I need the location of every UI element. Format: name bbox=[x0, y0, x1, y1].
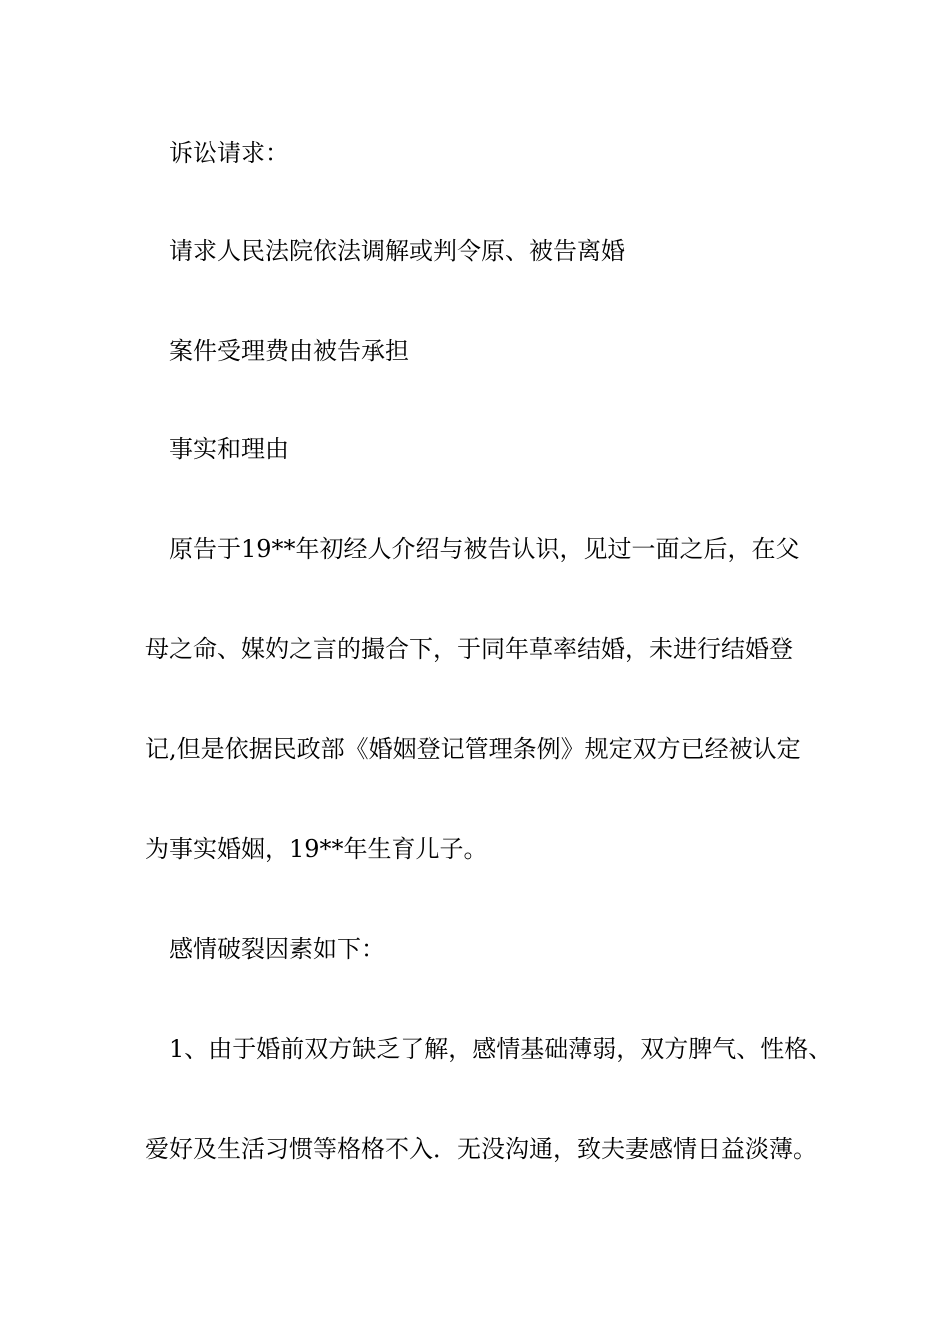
paragraph-1-line-2: 母之命、媒妁之言的撮合下，于同年草率结婚，未进行结婚登 bbox=[145, 635, 793, 663]
claim-item-2: 案件受理费由被告承担 bbox=[169, 337, 409, 365]
paragraph-2-line-2: 爱好及生活习惯等格格不入．无没沟通，致夫妻感情日益淡薄。 bbox=[145, 1135, 817, 1163]
paragraph-2-line-1: 1、由于婚前双方缺乏了解，感情基础薄弱，双方脾气、性格、 bbox=[169, 1035, 833, 1063]
claim-item-1: 请求人民法院依法调解或判令原、被告离婚 bbox=[169, 237, 625, 265]
paragraph-1-line-4: 为事实婚姻，19**年生育儿子。 bbox=[145, 835, 488, 863]
heading-claims: 诉讼请求： bbox=[169, 139, 289, 167]
heading-facts: 事实和理由 bbox=[169, 435, 289, 463]
heading-reasons: 感情破裂因素如下： bbox=[169, 935, 385, 963]
paragraph-1-line-3: 记,但是依据民政部《婚姻登记管理条例》规定双方已经被认定 bbox=[145, 735, 801, 763]
paragraph-1-line-1: 原告于19**年初经人介绍与被告认识，见过一面之后，在父 bbox=[169, 535, 800, 563]
